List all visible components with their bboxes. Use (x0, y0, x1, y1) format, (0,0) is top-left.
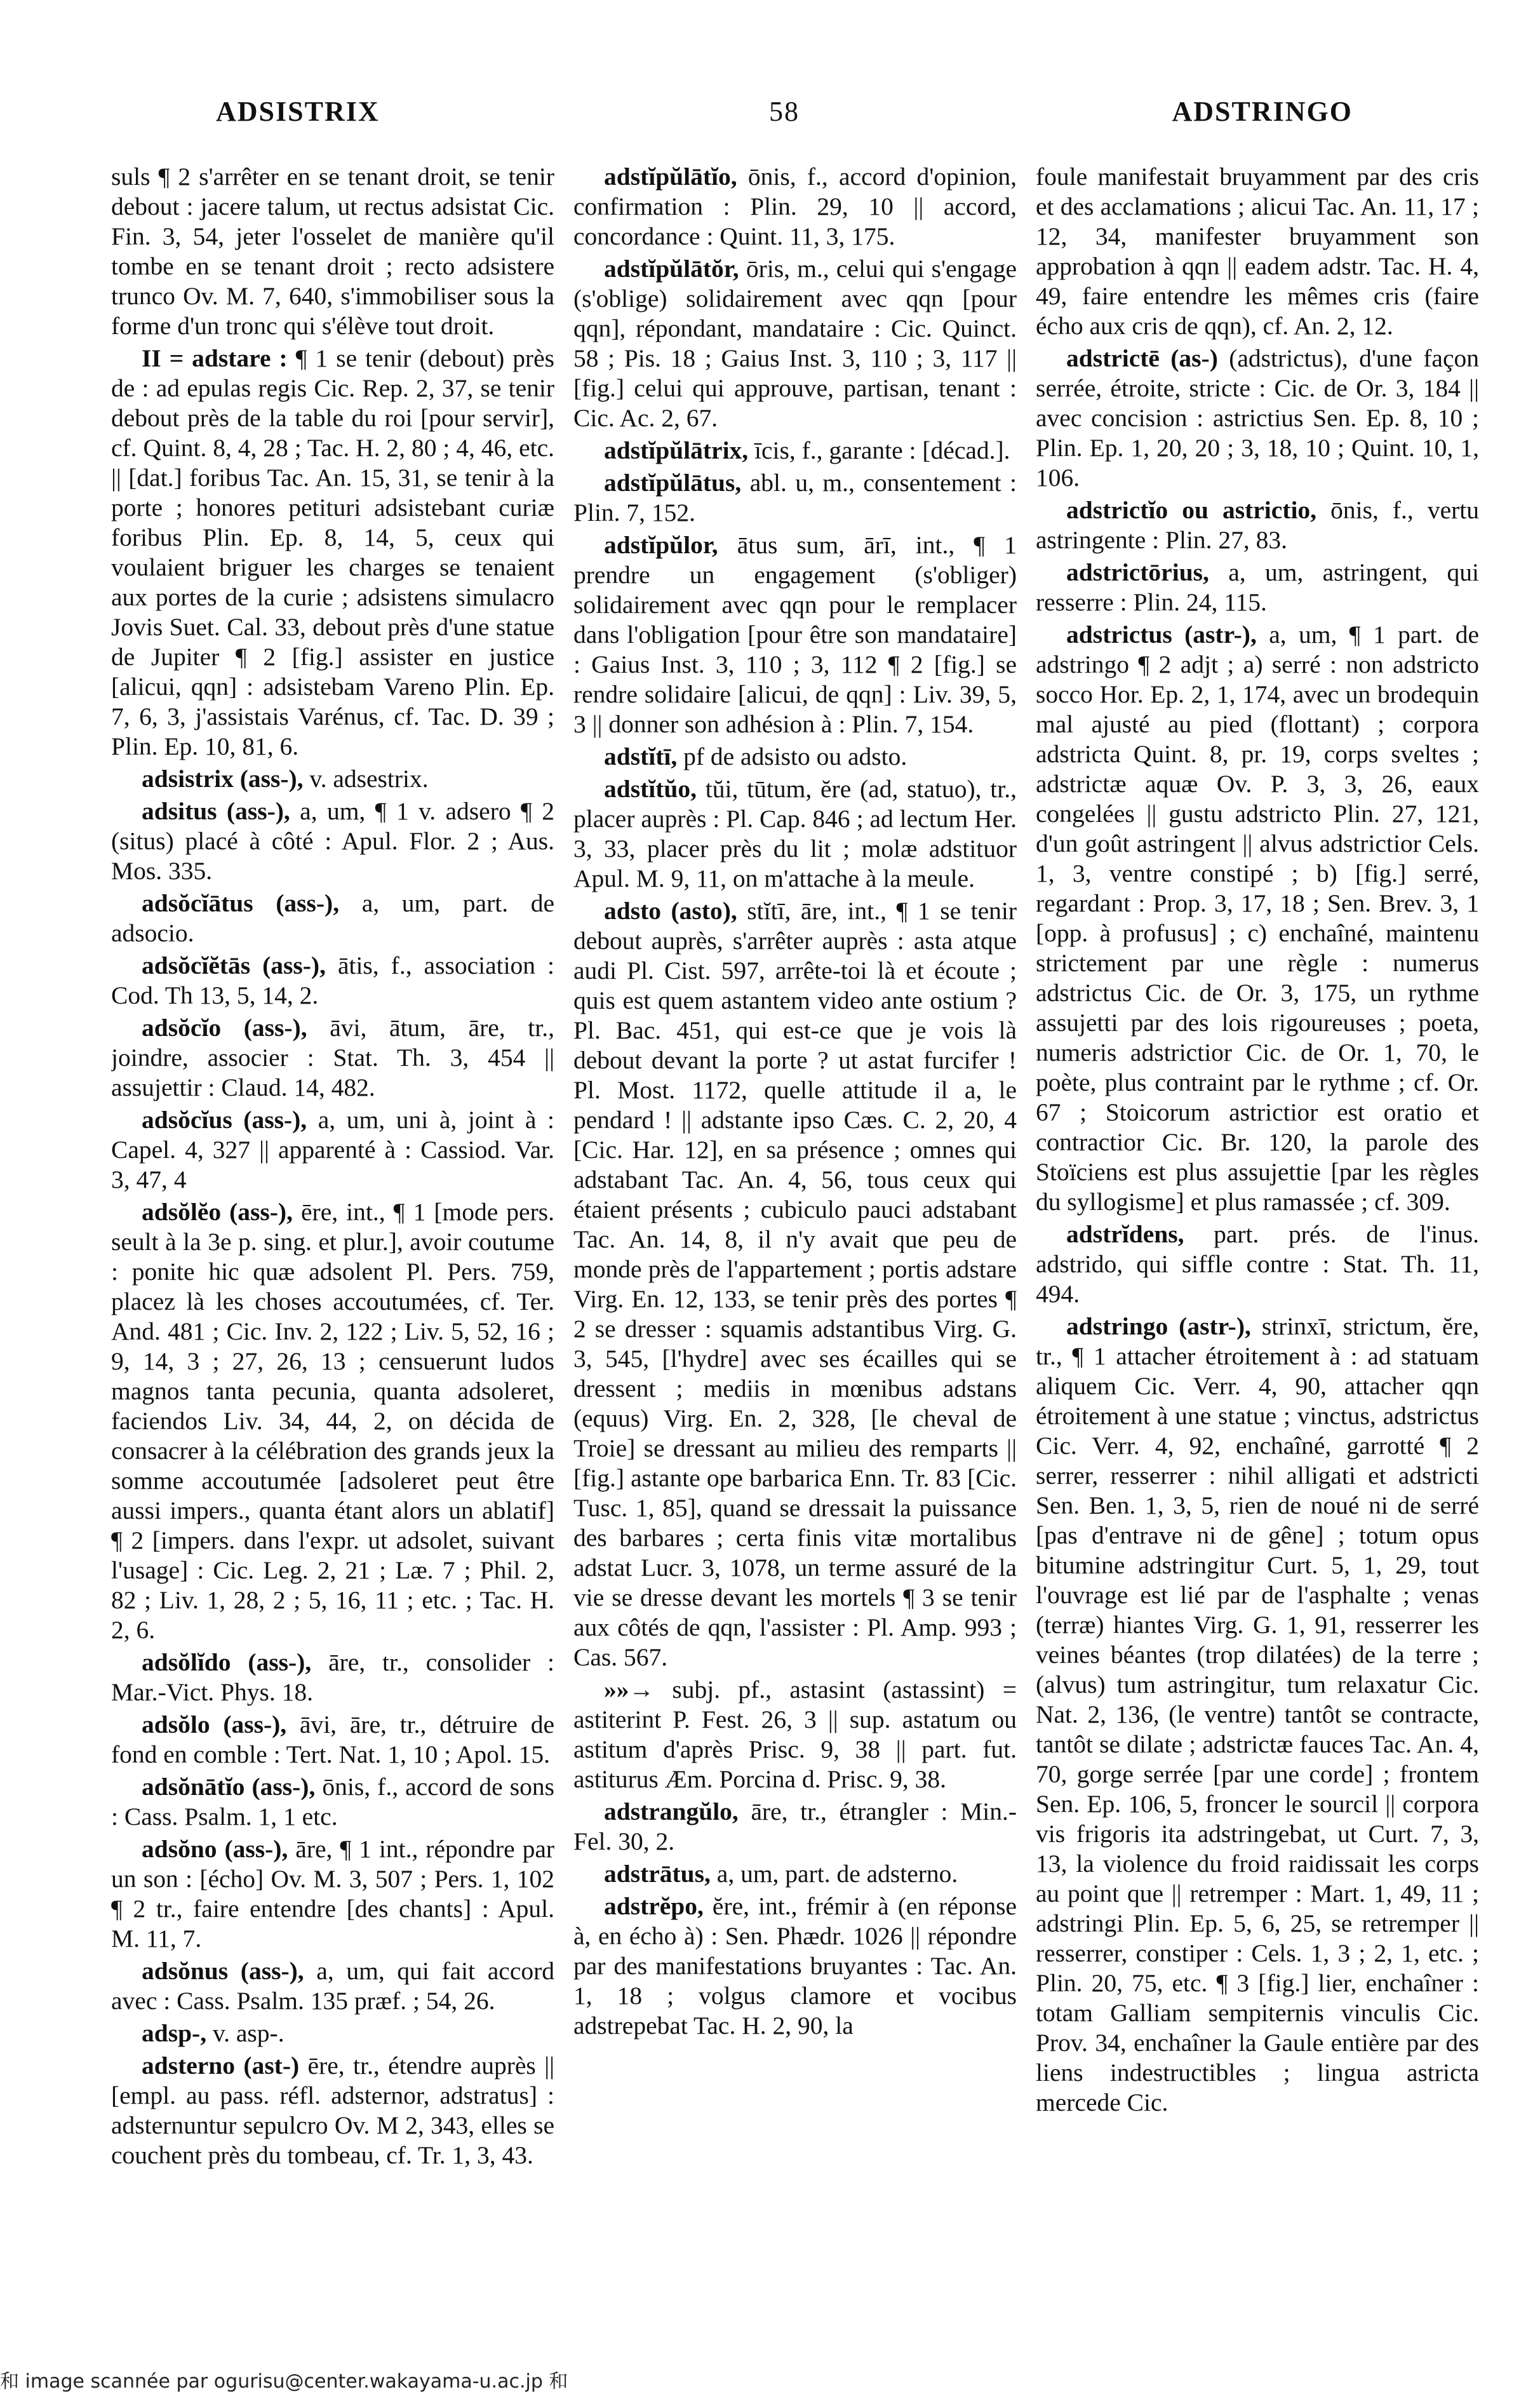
entry-definition: v. asp-. (212, 2019, 285, 2047)
dictionary-entry (1036, 558, 1479, 617)
entry-definition: (adstrictus), d'une façon serrée, étroite, stricte : Cic. de Or. 3, 184 || avec concision : astrictius Sen. Ep. 8, 10 ; Plin. Ep. 1, 20, 20 ; 3, 18, 10 ; Quint. 10, 1, 106. (1036, 344, 1479, 492)
entry-definition: ¶ 1 se tenir (debout) près de : ad epulas regis Cic. Rep. 2, 37, se tenir debout près de la table du roi [pour servir], cf. Quint. 8, 4, 28 ; Tac. H. 2, 80 ; 4, 46, etc. || [dat.] foribus Tac. An. 15, 31, se tenir à la porte ; honores petituri adsistebant curiæ foribus Plin. Ep. 8, 14, 5, ceux qui voulaient briguer les charges se tenaient aux portes de la curie ; adsistens simulacro Jovis Suet. Cal. 33, debout près d'une statue de Jupiter ¶ 2 [fig.] assister en justice [alicui, qqn] : adsistebam Vareno Plin. Ep. 7, 6, 3, j'assistais Varénus, cf. Tac. D. 39 ; Plin. Ep. 10, 81, 6. (111, 344, 554, 760)
dictionary-entry (1036, 1220, 1479, 1309)
headword: adsŏcĭo (ass-), (142, 1014, 307, 1042)
dictionary-entry (573, 1675, 1017, 1794)
headword: adsŏcĭātus (ass-), (142, 889, 340, 917)
entry-definition: part. prés. de l'inus. adstrido, qui siffle contre : Stat. Th. 11, 494. (1036, 1220, 1479, 1308)
entry-definition: subj. pf., astasint (astassint) = astiterint P. Fest. 26, 3 || sup. astatum ou astitum d'après Prisc. 9, 38 || part. fut. astiturus Æm. Porcina d. Prisc. 9, 38. (573, 1676, 1017, 1793)
entry-definition: ātis, f., association : Cod. Th 13, 5, 14, 2. (111, 951, 554, 1009)
column-2 (573, 162, 1017, 2283)
headword: adstrictōrius, (1066, 558, 1209, 586)
entry-definition: ātus sum, ārī, int., ¶ 1 prendre un engagement (s'obliger) solidairement avec qqn pour le remplacer dans l'obligation [pour être son mandataire] : Gaius Inst. 3, 110 ; 3, 112 ¶ 2 [fig.] se rendre solidaire [alicui, de qqn] : Liv. 39, 5, 3 || donner son adhésion à : Plin. 7, 154. (573, 531, 1017, 738)
entry-definition: foule manifestait bruyamment par des cris et des acclamations ; alicui Tac. An. 11, 17 ; 12, 34, manifester bruyamment son approbation à qqn || eadem adstr. Tac. H. 4, 49, faire entendre les mêmes cris (faire écho aux cris de qqn), cf. An. 2, 12. (1036, 163, 1479, 340)
entry-definition: strinxī, strictum, ĕre, tr., ¶ 1 attacher étroitement à : ad statuam aliquem Cic. Verr. 4, 90, attacher qqn étroitement à une statue ; vinctus, adstrictus Cic. Verr. 4, 92, enchaîné, garrotté ¶ 2 serrer, resserrer : nihil alligati et adstricti Sen. Ben. 1, 3, 5, rien de noué ni de serré [pas d'entrave ni de gêne] ; totum opus bitumine adstringitur Curt. 5, 1, 29, tout l'ouvrage est lié par de l'asphalte ; venas (terræ) hiantes Virg. G. 1, 91, resserrer les veines béantes (trop dilatées) de la terre ; (alvus) tum astringitur, tum relaxatur Cic. Nat. 2, 136, (le ventre) tantôt se contracte, tantôt se dilate ; adstrictæ fauces Tac. An. 4, 70, gorge serrée [par une corde] ; frontem Sen. Ep. 106, 5, froncer le sourcil || corpora vis frigoris ita adstringebat, ut Curt. 7, 3, 13, la violence du froid raidissait les corps au point que || retremper : Mart. 1, 49, 11 ; adstringi Plin. Ep. 5, 6, 25, se retremper || resserrer, constiper : Cels. 1, 3 ; 2, 1, etc. ; Plin. 20, 75, etc. ¶ 3 [fig.] lier, enchaîner : totam Galliam sempiternis vinculis Cic. Prov. 34, enchaîner la Gaule entière par des liens indestructibles ; lingua astricta mercede Cic. (1036, 1312, 1479, 2116)
dictionary-entry (111, 1834, 554, 1954)
dictionary-entry (573, 1892, 1017, 2041)
headword: adsto (asto), (604, 897, 737, 925)
entry-definition: a, um, ¶ 1 part. de adstringo ¶ 2 adjt ; a) serré : non adstricto socco Hor. Ep. 2, 1, 174, avec un brodequin mal ajusté au pied (flottant) ; corpora adstricta Quint. 8, pr. 19, corps sveltes ; adstrictæ aquæ Ov. P. 3, 3, 26, eaux congelées || gustu adstricto Plin. 27, 121, d'un goût astringent || alvus adstrictior Cels. 1, 3, ventre constipé ; b) [fig.] serré, regardant : Prop. 3, 17, 18 ; Sen. Brev. 3, 1 [opp. à profusus] ; c) enchaîné, maintenu strictement par une règle : numerus adstrictus Cic. de Or. 3, 175, un rythme assujetti par des lois rigoureuses ; poeta, numeris adstrictior Cic. de Or. 1, 70, le poète, plus contraint par le rythme ; cf. Or. 67 ; Stoicorum astrictior est oratio et contractior Cic. Br. 120, la parole des Stoïciens est plus assujettie [par les règles du syllogisme] et plus ramassée ; cf. 309. (1036, 621, 1479, 1216)
column-1 (111, 162, 554, 2283)
headword: adstrictus (astr-), (1066, 621, 1257, 649)
entry-definition: ōris, m., celui qui s'engage (s'oblige) solidairement avec qqn [pour qqn], répondant, mandataire : Cic. Quinct. 58 ; Pis. 18 ; Gaius Inst. 3, 110 ; 3, 117 || [fig.] celui qui approuve, partisan, tenant : Cic. Ac. 2, 67. (573, 255, 1017, 432)
running-head-left: ADSISTRIX (216, 95, 380, 127)
dictionary-entry (111, 1197, 554, 1645)
entry-definition: ōnis, f., accord de sons : Cass. Psalm. 1, 1 etc. (111, 1773, 554, 1831)
page-header (216, 89, 1353, 133)
headword: adsŏnus (ass-), (142, 1957, 304, 1985)
dictionary-entry (573, 530, 1017, 739)
entry-definition: ōnis, f., accord d'opinion, confirmation : Plin. 29, 10 || accord, concordance : Quint. 11, 3, 175. (573, 163, 1017, 250)
dictionary-entry (111, 2051, 554, 2170)
dictionary-entry (573, 162, 1017, 252)
headword: adstĭtŭo, (604, 775, 697, 803)
dictionary-entry (111, 162, 554, 341)
dictionary-entry (111, 1013, 554, 1103)
dictionary-entry (573, 774, 1017, 894)
headword: adsŏnātĭo (ass-), (142, 1773, 316, 1801)
entry-definition: v. adsestrix. (309, 765, 429, 793)
running-head-right: ADSTRINGO (1172, 95, 1353, 127)
dictionary-entry (573, 742, 1017, 772)
entry-definition: tŭi, tūtum, ĕre (ad, statuo), tr., placer auprès : Pl. Cap. 846 ; ad lectum Her. 3, 33, placer près du lit ; molæ adstituor Apul. M. 9, 11, on m'attache à la meule. (573, 775, 1017, 892)
headword: adstrictĭo ou astrictio, (1066, 496, 1317, 524)
dictionary-entry (1036, 1312, 1479, 2118)
entry-definition: a, um, part. de adsocio. (111, 889, 554, 947)
dictionary-entry (573, 1859, 1017, 1889)
entry-definition: a, um, uni à, joint à : Capel. 4, 327 || apparenté à : Cassiod. Var. 3, 47, 4 (111, 1106, 554, 1193)
page-number: 58 (769, 95, 800, 127)
headword: adstĭtī, (604, 743, 678, 770)
dictionary-columns (111, 162, 1480, 2283)
entry-definition: āvi, ātum, āre, tr., joindre, associer : Stat. Th. 3, 454 || assujettir : Claud. 14, 482. (111, 1014, 554, 1101)
headword: adstrangŭlo, (604, 1798, 739, 1825)
headword: adstrātus, (604, 1860, 711, 1888)
headword: adsŏcĭus (ass-), (142, 1106, 307, 1134)
headword: adsŏno (ass-), (142, 1835, 288, 1863)
headword: »»→ (604, 1676, 654, 1704)
entry-definition: ōnis, f., vertu astringente : Plin. 27, 83. (1036, 496, 1479, 554)
headword: adsŏcĭĕtās (ass-), (142, 951, 326, 979)
headword: adsŏlĭdo (ass-), (142, 1648, 312, 1676)
entry-definition: pf de adsisto ou adsto. (683, 743, 907, 770)
headword: adstĭpŭlātĭo, (604, 163, 737, 191)
entry-definition: ēre, tr., étendre auprès || [empl. au pass. réfl. adsternor, adstratus] : adsternuntur sepulcro Ov. M 2, 343, elles se couchent près du tombeau, cf. Tr. 1, 3, 43. (111, 2052, 554, 2169)
scan-credit: 和 image scannée par ogurisu@center.wakayama-u.ac.jp 和 (0, 2370, 568, 2393)
dictionary-entry (111, 1772, 554, 1832)
headword: adstringo (astr-), (1066, 1312, 1251, 1340)
dictionary-entry (1036, 162, 1479, 341)
dictionary-entry (111, 1648, 554, 1707)
dictionary-entry (1036, 344, 1479, 493)
headword: II = adstare : (142, 344, 288, 372)
entry-definition: āre, tr., consolider : Mar.-Vict. Phys. 18. (111, 1648, 554, 1706)
dictionary-entry (111, 344, 554, 762)
headword: adsŏlo (ass-), (142, 1710, 287, 1738)
dictionary-entry (111, 2019, 554, 2048)
entry-definition: īcis, f., garante : [décad.]. (754, 436, 1010, 464)
dictionary-entry (111, 1710, 554, 1770)
entry-definition: āre, tr., étrangler : Min.-Fel. 30, 2. (573, 1798, 1017, 1855)
headword: adstrictē (as-) (1066, 344, 1218, 372)
entry-definition: suls ¶ 2 s'arrêter en se tenant droit, se tenir debout : jacere talum, ut rectus adsistat Cic. Fin. 3, 54, jeter l'osselet de manière qu'il tombe en se tenant droit ; recto adsistere trunco Ov. M. 7, 640, s'immobiliser sous la forme d'un tronc qui s'élève tout droit. (111, 163, 554, 340)
headword: adsistrix (ass-), (142, 765, 304, 793)
dictionary-entry (573, 254, 1017, 433)
headword: adstrĕpo, (604, 1892, 704, 1920)
dictionary-entry (111, 1105, 554, 1195)
headword: adstĭpŭlātŏr, (604, 255, 739, 283)
headword: adsŏlĕo (ass-), (142, 1198, 293, 1226)
entry-definition: ēre, int., ¶ 1 [mode pers. seult à la 3e p. sing. et plur.], avoir coutume : ponite hic quæ adsolent Pl. Pers. 759, placez là les choses accoutumées, cf. Ter. And. 481 ; Cic. Inv. 2, 122 ; Liv. 5, 52, 16 ; 9, 14, 3 ; 27, 26, 13 ; censuerunt ludos magnos tanta pecunia, quanta adsoleret, faciendos Liv. 34, 44, 2, on décida de consacrer à la célébration des grands jeux la somme accoutumée [adsoleret peut être aussi impers., quanta étant alors un ablatif] ¶ 2 [impers. dans l'expr. ut adsolet, suivant l'usage] : Cic. Leg. 2, 21 ; Læ. 7 ; Phil. 2, 82 ; Liv. 1, 28, 2 ; 5, 16, 11 ; etc. ; Tac. H. 2, 6. (111, 1198, 554, 1644)
dictionary-entry (573, 1797, 1017, 1857)
dictionary-entry (111, 889, 554, 948)
dictionary-entry (573, 468, 1017, 528)
entry-definition: āre, ¶ 1 int., répondre par un son : [écho] Ov. M. 3, 507 ; Pers. 1, 102 ¶ 2 tr., faire entendre [des chants] : Apul. M. 11, 7. (111, 1835, 554, 1952)
column-3 (1036, 162, 1479, 2283)
dictionary-entry (1036, 495, 1479, 555)
headword: adstĭpŭlātrix, (604, 436, 749, 464)
dictionary-entry (111, 764, 554, 794)
headword: adsterno (ast-) (142, 2052, 300, 2080)
dictionary-entry (111, 1956, 554, 2016)
entry-definition: a, um, ¶ 1 v. adsero ¶ 2 (situs) placé à côté : Apul. Flor. 2 ; Aus. Mos. 335. (111, 797, 554, 885)
headword: adsitus (ass-), (142, 797, 290, 825)
dictionary-entry (573, 896, 1017, 1672)
headword: adstĭpŭlor, (604, 531, 718, 559)
headword: adstrĭdens, (1066, 1220, 1184, 1248)
headword: adstĭpŭlātus, (604, 469, 742, 497)
dictionary-entry (111, 796, 554, 886)
entry-definition: a, um, qui fait accord avec : Cass. Psalm. 135 præf. ; 54, 26. (111, 1957, 554, 2015)
dictionary-entry (111, 951, 554, 1011)
entry-definition: ĕre, int., frémir à (en réponse à, en écho à) : Sen. Phædr. 1026 || répondre par des manifestations bruyantes : Tac. An. 1, 18 ; volgus clamore et vocibus adstrepebat Tac. H. 2, 90, la (573, 1892, 1017, 2040)
entry-definition: abl. u, m., consentement : Plin. 7, 152. (573, 469, 1017, 527)
entry-definition: a, um, part. de adsterno. (716, 1860, 958, 1888)
dictionary-entry (573, 436, 1017, 466)
entry-definition: stĭtī, āre, int., ¶ 1 se tenir debout auprès, s'arrêter auprès : asta atque audi Pl. Cist. 597, arrête-toi là et écoute ; quis est quem astantem video ante ostium ? Pl. Bac. 451, qui est-ce que je vois là debout devant la porte ? ut astat furcifer ! Pl. Most. 1172, quelle attitude il a, le pendard ! || adstante ipso Cæs. C. 2, 20, 4 [Cic. Har. 12], en sa présence ; omnes qui adstabant Tac. An. 4, 56, tous ceux qui étaient présents ; cubiculo pauci adstabant Tac. An. 14, 8, il n'y avait que peu de monde près de l'appartement ; portis adstare Virg. En. 12, 133, se tenir près des portes ¶ 2 se dresser : squamis adstantibus Virg. G. 3, 545, [l'hydre] avec ses écailles qui se dressent ; mediis in mœnibus adstans (equus) Virg. En. 2, 328, [le cheval de Troie] se dressant au milieu des remparts || [fig.] astante ope barbarica Enn. Tr. 83 [Cic. Tusc. 1, 85], quand se dressait la puissance des barbares ; certa finis vitæ mortalibus adstat Lucr. 3, 1078, un terme assuré de la vie se dresse devant les mortels ¶ 3 se tenir aux côtés de qqn, l'assister : Pl. Amp. 993 ; Cas. 567. (573, 897, 1017, 1671)
entry-definition: a, um, astringent, qui resserre : Plin. 24, 115. (1036, 558, 1479, 616)
entry-definition: āvi, āre, tr., détruire de fond en comble : Tert. Nat. 1, 10 ; Apol. 15. (111, 1710, 554, 1768)
headword: adsp-, (142, 2019, 207, 2047)
dictionary-entry (1036, 620, 1479, 1217)
